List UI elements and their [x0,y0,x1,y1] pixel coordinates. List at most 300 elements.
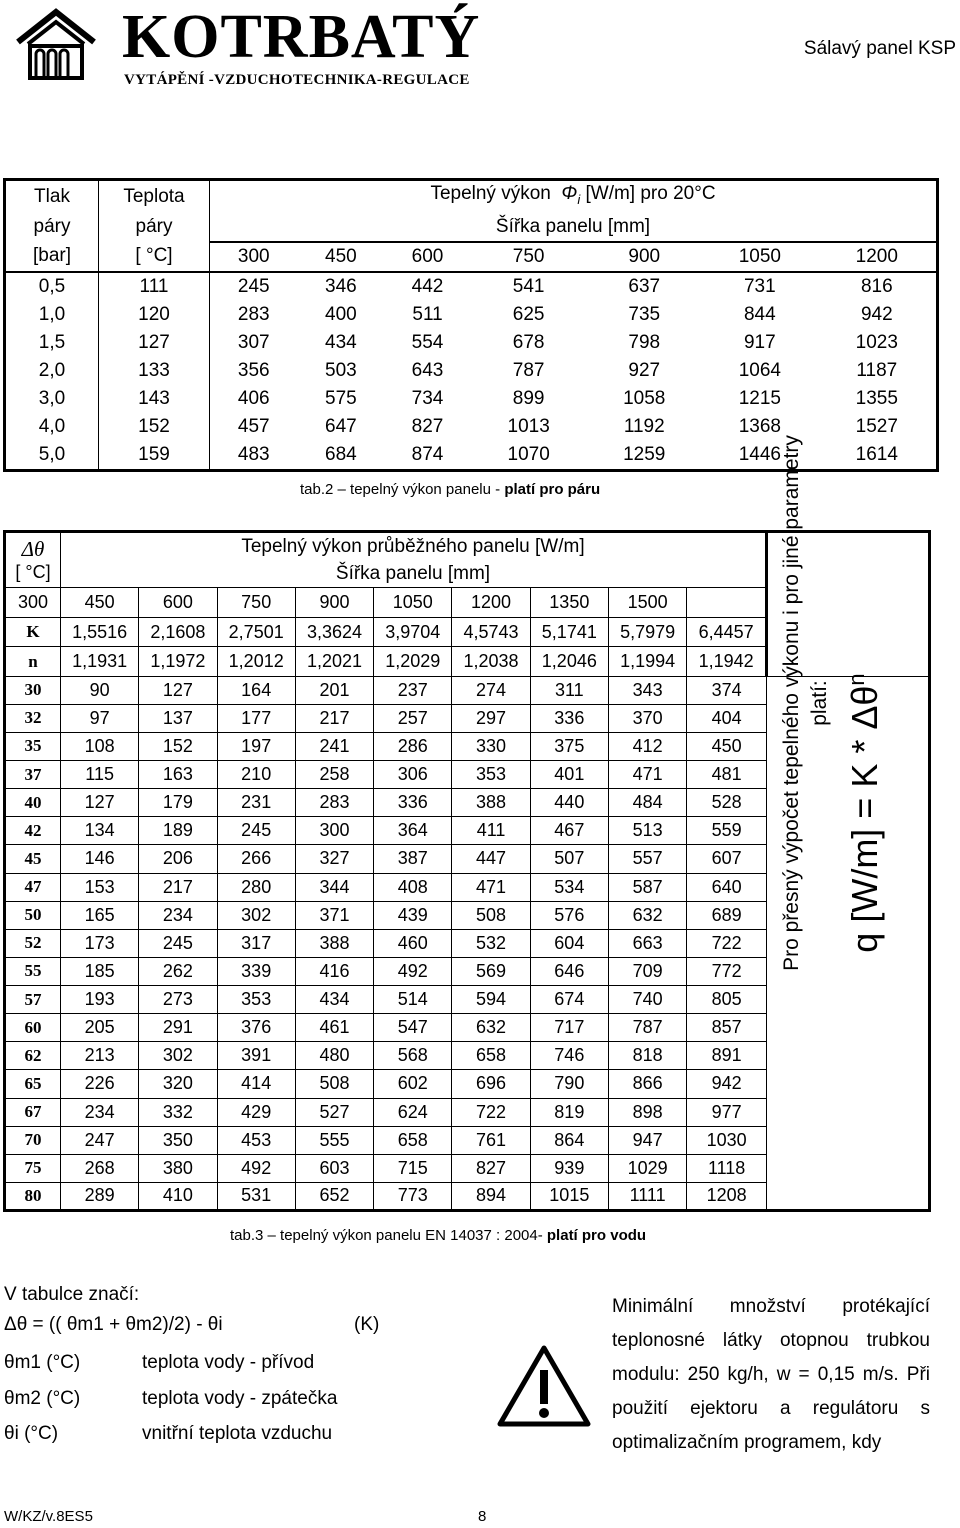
table-cell: 547 [374,1014,452,1042]
table-row [5,1182,930,1210]
table-cell: 575 [325,387,357,409]
table-cell: 818 [608,1042,686,1070]
table-cell: 189 [139,817,217,845]
k-value: 2,1608 [139,618,217,647]
table-cell: 647 [325,415,357,437]
table-row [5,1042,930,1070]
table-cell: 696 [452,1070,530,1098]
n-value: 1,1931 [61,647,139,676]
table-cell: 569 [452,957,530,985]
table-cell: 1013 [507,415,550,437]
width-900: 900 [586,242,702,272]
dtheta-value: 70 [5,1126,61,1154]
table-cell: 587 [608,873,686,901]
n-value: 1,1994 [608,647,686,676]
table-cell: 401 [530,761,608,789]
table-cell: 640 [687,873,767,901]
table-cell: 480 [295,1042,373,1070]
table-cell: 164 [217,676,295,704]
table-cell: 388 [295,929,373,957]
table-cell: 731 [702,272,818,301]
table-cell: 827 [411,415,444,437]
table-cell: 97 [61,704,139,732]
table-cell: 471 [452,873,530,901]
width-header: 300 [5,588,61,618]
table-cell: 1030 [687,1126,767,1154]
table-cell: 483 [237,443,270,465]
table-cell: 4,0 [5,413,99,441]
table-cell: 761 [452,1126,530,1154]
table-cell: 353 [452,761,530,789]
table-cell: 637 [586,272,702,301]
table-cell: 471 [608,761,686,789]
table-cell: 1355 [855,387,898,409]
table-cell: 217 [295,704,373,732]
dtheta-value: 35 [5,732,61,760]
table-cell: 527 [295,1098,373,1126]
table-cell: 391 [217,1042,295,1070]
k-value: 2,7501 [217,618,295,647]
table-cell: 400 [325,303,357,325]
n-value: 1,1942 [687,647,767,676]
table-cell: 137 [139,704,217,732]
n-value: 1,2038 [452,647,530,676]
k-value: 1,5516 [61,618,139,647]
width-1200: 1200 [818,242,938,272]
k-value: 3,9704 [374,618,452,647]
table-cell: 231 [217,789,295,817]
company-logo-icon [14,8,98,80]
dtheta-value: 50 [5,901,61,929]
table-cell: 289 [61,1182,139,1210]
dtheta-value: 67 [5,1098,61,1126]
table-cell: 898 [608,1098,686,1126]
table-cell: 339 [217,957,295,985]
dtheta-value: 45 [5,845,61,873]
table-cell: 442 [384,272,471,301]
dtheta-value: 37 [5,761,61,789]
table-cell: 266 [217,845,295,873]
table-cell: 864 [530,1126,608,1154]
table-cell: 179 [139,789,217,817]
table-cell: 899 [512,387,545,409]
table-cell: 327 [295,845,373,873]
width-header: 1200 [452,588,530,618]
table-cell: 603 [295,1154,373,1182]
table-cell: 674 [530,986,608,1014]
table-cell: 492 [217,1154,295,1182]
table-cell: 819 [530,1098,608,1126]
table-cell: 127 [99,329,210,357]
table-cell: 942 [860,303,893,325]
table-cell: 866 [608,1070,686,1098]
table-cell: 927 [628,359,661,381]
table2-width-label: Šířka panelu [mm] [495,215,651,237]
table-cell: 1070 [507,443,550,465]
table-cell: 746 [530,1042,608,1070]
width-1050: 1050 [702,242,818,272]
table-cell: 528 [687,789,767,817]
table-cell: 722 [687,929,767,957]
table-cell: 1015 [530,1182,608,1210]
table-cell: 173 [61,929,139,957]
table-cell: 894 [452,1182,530,1210]
notes-sym-3: θi (°C) [4,1423,59,1444]
brand-name: KOTRBATÝ [122,3,481,71]
table-cell: 559 [687,817,767,845]
table-cell: 939 [530,1154,608,1182]
notes-title: V tabulce značí: [4,1284,140,1305]
notes-desc-1: teplota vody - přívod [142,1352,315,1373]
table-cell: 163 [139,761,217,789]
table-cell: 467 [530,817,608,845]
table-cell: 217 [139,873,217,901]
warning-triangle-icon [496,1344,592,1428]
table-cell: 297 [452,704,530,732]
table-cell: 115 [61,761,139,789]
table-cell: 133 [99,357,210,385]
table-cell: 213 [61,1042,139,1070]
table-cell: 492 [374,957,452,985]
table-cell: 507 [530,845,608,873]
table-cell: 159 [99,441,210,471]
table-cell: 306 [374,761,452,789]
k-value: 5,7979 [608,618,686,647]
n-value: 1,2029 [374,647,452,676]
table-cell: 234 [61,1098,139,1126]
table-cell: 917 [743,331,776,353]
table-cell: 816 [818,272,938,301]
table-cell: 514 [374,986,452,1014]
table-cell: 307 [237,331,270,353]
table-cell: 576 [530,901,608,929]
table-cell: 457 [237,415,270,437]
table-cell: 371 [295,901,373,929]
table-cell: 205 [61,1014,139,1042]
table-cell: 790 [530,1070,608,1098]
k-label: K [5,618,61,647]
table-cell: 226 [61,1070,139,1098]
brand-subtitle: VYTÁPĚNÍ -VZDUCHOTECHNIKA-REGULACE [124,72,470,88]
n-value: 1,2012 [217,647,295,676]
notes-sym-1: θm1 (°C) [4,1352,81,1373]
table-cell: 280 [217,873,295,901]
table-cell: 625 [512,303,545,325]
table2-title: Tepelný výkon $\Phi_i$ [W/m] pro 20°C [430,183,716,207]
notes-desc-2: teplota vody - zpátečka [142,1388,338,1409]
n-value: 1,2021 [295,647,373,676]
table-cell: 1058 [623,387,666,409]
table-cell: 844 [743,303,776,325]
table-cell: 1446 [738,443,781,465]
side-note: Pro přesný výpočet tepelného výkonu i pro jiné parametry platí: [780,435,831,971]
width-header: 900 [295,588,373,618]
table-cell: 484 [608,789,686,817]
table-cell: 977 [687,1098,767,1126]
width-750: 750 [471,242,587,272]
table-cell: 557 [608,845,686,873]
table-cell: 332 [139,1098,217,1126]
dtheta-value: 30 [5,676,61,704]
table-cell: 412 [608,732,686,760]
dtheta-value: 55 [5,957,61,985]
table-cell: 165 [61,901,139,929]
table-cell: 146 [61,845,139,873]
table-cell: 503 [325,359,357,381]
table-cell: 1192 [623,415,665,437]
table-cell: 245 [139,929,217,957]
table-cell: 262 [139,957,217,985]
table-cell: 370 [608,704,686,732]
table-cell: 1368 [738,415,781,437]
dtheta-value: 65 [5,1070,61,1098]
header-tlak-2: páry [5,213,99,242]
dtheta-value: 62 [5,1042,61,1070]
table-cell: 374 [687,676,767,704]
table-cell: 336 [374,789,452,817]
table-cell: 554 [411,331,444,353]
document-title: Sálavý panel KSP [803,38,956,59]
table-cell: 1029 [608,1154,686,1182]
table-cell: 153 [61,873,139,901]
header-teplota-3: [ °C] [99,242,210,272]
header-tlak-1: Tlak [5,180,99,213]
table-cell: 663 [608,929,686,957]
table-cell: 177 [217,704,295,732]
table-cell: 201 [295,676,373,704]
table-cell: 376 [217,1014,295,1042]
table-cell: 247 [61,1126,139,1154]
warning-text: Minimální množství protékající teplonosné látky otopnou trubkou modulu: 250 kg/h, w = 0,15 m/s. Při použití ejektoru a regulátoru s optimalizačním programem, kdy [612,1296,930,1453]
table-cell: 534 [530,873,608,901]
table-cell: 684 [325,443,357,465]
table-cell: 735 [628,303,661,325]
notes-formula: Δθ = (( θm1 + θm2)/2) - θi [4,1314,223,1335]
notes-sym-2: θm2 (°C) [4,1388,81,1409]
dtheta-header: Δθ [ °C] [5,532,61,588]
table-row [5,1070,930,1098]
table-cell: 715 [374,1154,452,1182]
table-cell: 678 [512,331,545,353]
table-cell: 604 [530,929,608,957]
table-cell: 344 [295,873,373,901]
table-cell: 1118 [687,1154,767,1182]
table-cell: 90 [61,676,139,704]
table-cell: 440 [530,789,608,817]
table-cell: 364 [374,817,452,845]
table-cell: 0,5 [5,272,99,301]
table-cell: 891 [687,1042,767,1070]
header-teplota-1: Teplota [99,180,210,213]
table-cell: 798 [628,331,661,353]
n-value: 1,2046 [530,647,608,676]
dtheta-value: 57 [5,986,61,1014]
n-label: n [5,647,61,676]
table-cell: 134 [61,817,139,845]
width-header: 1350 [530,588,608,618]
table-cell: 602 [374,1070,452,1098]
table2-caption: tab.2 – tepelný výkon panelu - platí pro páru [300,481,601,498]
table-cell: 555 [295,1126,373,1154]
width-header: 750 [217,588,295,618]
table-cell: 439 [374,901,452,929]
table-cell: 152 [139,732,217,760]
table-cell: 717 [530,1014,608,1042]
table-cell: 3,0 [5,385,99,413]
n-value: 1,1972 [139,647,217,676]
table-cell: 1,5 [5,329,99,357]
table-cell: 453 [217,1126,295,1154]
table-cell: 450 [687,732,767,760]
table-cell: 607 [687,845,767,873]
table-cell: 234 [139,901,217,929]
table-cell: 511 [412,303,443,325]
table-cell: 531 [217,1182,295,1210]
width-header: 1050 [374,588,452,618]
table-cell: 643 [411,359,444,381]
table-cell: 624 [374,1098,452,1126]
table-cell: 404 [687,704,767,732]
dtheta-value: 32 [5,704,61,732]
table-cell: 258 [295,761,373,789]
table-cell: 787 [512,359,545,381]
table-cell: 120 [99,301,210,329]
table-cell: 1187 [856,359,898,381]
table-cell: 632 [452,1014,530,1042]
table-cell: 658 [452,1042,530,1070]
table-cell: 274 [452,676,530,704]
table-cell: 447 [452,845,530,873]
table-cell: 1,0 [5,301,99,329]
table-cell: 460 [374,929,452,957]
table-cell: 388 [452,789,530,817]
table-cell: 387 [374,845,452,873]
table-cell: 689 [687,901,767,929]
dtheta-value: 80 [5,1182,61,1210]
table-cell: 111 [99,272,210,301]
dtheta-value: 60 [5,1014,61,1042]
width-300: 300 [210,242,298,272]
table-cell: 311 [530,676,608,704]
table-cell: 350 [139,1126,217,1154]
table-cell: 330 [452,732,530,760]
table-cell: 658 [374,1126,452,1154]
header-teplota-2: páry [99,213,210,242]
table-cell: 632 [608,901,686,929]
table-row [5,1126,930,1154]
table-cell: 568 [374,1042,452,1070]
table-cell: 320 [139,1070,217,1098]
table-cell: 1614 [855,443,898,465]
table-cell: 1259 [623,443,666,465]
table-cell: 461 [295,1014,373,1042]
table-cell: 1527 [855,415,898,437]
k-value: 5,1741 [530,618,608,647]
table-cell: 245 [217,817,295,845]
table-row [5,272,938,301]
table-cell: 722 [452,1098,530,1126]
table-cell: 773 [374,1182,452,1210]
k-value: 4,5743 [452,618,530,647]
table-cell: 273 [139,986,217,1014]
table3-title: Tepelný výkon průběžného panelu [W/m] [241,536,585,558]
table3-width-label: Šířka panelu [mm] [61,562,767,588]
table-cell: 143 [99,385,210,413]
table-cell: 291 [139,1014,217,1042]
table-cell: 508 [452,901,530,929]
table-cell: 127 [139,676,217,704]
width-600: 600 [384,242,471,272]
table-cell: 594 [452,986,530,1014]
table-cell: 410 [139,1182,217,1210]
table-cell: 257 [374,704,452,732]
table-cell: 302 [139,1042,217,1070]
table-cell: 346 [298,272,385,301]
width-header: 1500 [608,588,686,618]
table-cell: 434 [325,331,357,353]
table-cell: 734 [411,387,444,409]
notes-formula-unit: (K) [354,1314,380,1335]
table-cell: 827 [452,1154,530,1182]
width-header: 600 [139,588,217,618]
k-value: 6,4457 [687,618,767,647]
table-cell: 286 [374,732,452,760]
table-cell: 302 [217,901,295,929]
table-cell: 317 [217,929,295,957]
table-cell: 709 [608,957,686,985]
table-cell: 406 [237,387,270,409]
table-cell: 805 [687,986,767,1014]
table-cell: 108 [61,732,139,760]
table-cell: 429 [217,1098,295,1126]
table-cell: 1111 [608,1182,686,1210]
page-number: 8 [478,1508,487,1525]
formula: q $[W/m] = K * \Delta\theta^n$ [844,673,885,953]
width-450: 450 [298,242,385,272]
table-row [5,1098,930,1126]
table-cell: 1208 [687,1182,767,1210]
table-cell: 152 [99,413,210,441]
table-cell: 434 [295,986,373,1014]
table-cell: 1023 [855,331,898,353]
table-cell: 508 [295,1070,373,1098]
table-cell: 283 [237,303,270,325]
table-cell: 408 [374,873,452,901]
dtheta-value: 52 [5,929,61,957]
table-cell: 336 [530,704,608,732]
table-cell: 414 [217,1070,295,1098]
table-cell: 532 [452,929,530,957]
table-cell: 874 [411,443,444,465]
table-cell: 283 [295,789,373,817]
table-cell: 646 [530,957,608,985]
table-cell: 1064 [738,359,781,381]
table-cell: 2,0 [5,357,99,385]
table-cell: 942 [687,1070,767,1098]
table-cell: 5,0 [5,441,99,471]
table-cell: 772 [687,957,767,985]
table-cell: 947 [608,1126,686,1154]
k-value: 3,3624 [295,618,373,647]
table-cell: 1215 [738,387,781,409]
table-row [5,1154,930,1182]
dtheta-value: 42 [5,817,61,845]
table-cell: 356 [237,359,270,381]
dtheta-value: 40 [5,789,61,817]
table-cell: 268 [61,1154,139,1182]
table-cell: 197 [217,732,295,760]
table-cell: 375 [530,732,608,760]
